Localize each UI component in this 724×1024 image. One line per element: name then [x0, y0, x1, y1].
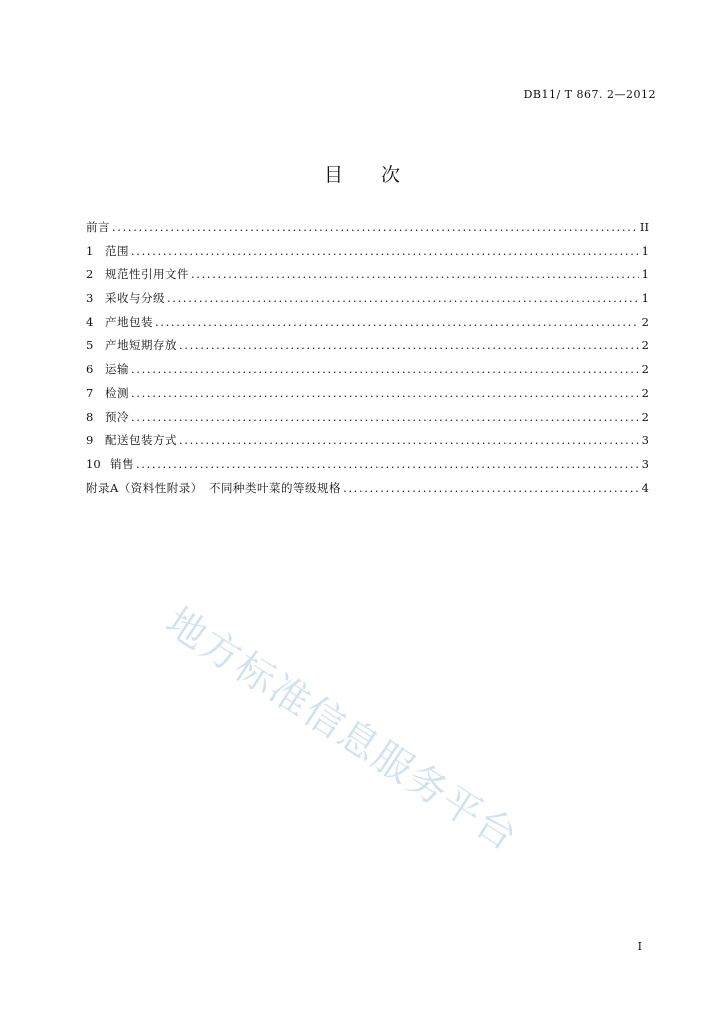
- toc-entry-text: 产地包装: [105, 314, 153, 329]
- toc-entry-number: 6: [86, 362, 94, 377]
- toc-entry-8[interactable]: [86, 409, 649, 433]
- toc-entry-page: 2: [641, 362, 649, 377]
- toc-leader: [191, 267, 639, 281]
- title-part-2: 次: [381, 164, 401, 186]
- toc-entry-9[interactable]: [86, 432, 649, 456]
- toc-entry-text: 运输: [105, 362, 129, 377]
- toc-entry-number: 7: [86, 385, 94, 400]
- toc-leader: [179, 338, 639, 352]
- toc-entry-10[interactable]: [86, 456, 649, 480]
- toc-entry-page: 3: [641, 456, 649, 471]
- toc-entry-4[interactable]: [86, 314, 649, 338]
- toc-entry-text: 销售: [110, 456, 134, 471]
- toc-entry-3[interactable]: [86, 290, 649, 314]
- toc-entry-page: 1: [641, 291, 649, 306]
- toc-leader: [131, 410, 639, 424]
- title-part-1: 目: [323, 164, 343, 186]
- toc-entry-page: 3: [641, 433, 649, 448]
- toc-entry-number: 8: [86, 409, 94, 424]
- toc-entry-appendix-a[interactable]: [86, 480, 649, 504]
- page-title: [0, 160, 724, 187]
- watermark: 地方标准信息服务平台: [157, 599, 526, 861]
- toc-entry-6[interactable]: [86, 361, 649, 385]
- toc-entry-number: 1: [86, 243, 94, 258]
- toc-entry-page: 2: [641, 385, 649, 400]
- toc-entry-text: 范围: [105, 243, 129, 258]
- table-of-contents: [86, 219, 649, 503]
- toc-entry-page: 2: [641, 314, 649, 329]
- toc-leader: [131, 244, 639, 258]
- toc-entry-text: 产地短期存放: [105, 338, 177, 353]
- toc-entry-number: 2: [86, 267, 94, 282]
- toc-entry-number: 4: [86, 314, 94, 329]
- toc-leader: [112, 220, 638, 234]
- toc-leader: [131, 386, 639, 400]
- toc-entry-number: 10: [86, 456, 101, 471]
- toc-entry-5[interactable]: [86, 337, 649, 361]
- toc-leader: [167, 291, 639, 305]
- toc-entry-page: II: [639, 220, 649, 234]
- toc-entry-text: 规范性引用文件: [105, 267, 189, 282]
- toc-leader: [136, 457, 639, 471]
- toc-entry-page: 1: [641, 243, 649, 258]
- toc-entry-text: 前言: [86, 220, 110, 234]
- toc-entry-number: 5: [86, 338, 94, 353]
- toc-entry-text: 采收与分级: [105, 291, 165, 306]
- toc-entry-text: 检测: [105, 385, 129, 400]
- toc-leader: [179, 433, 639, 447]
- toc-leader: [131, 362, 639, 376]
- toc-entry-1[interactable]: [86, 243, 649, 267]
- toc-entry-number: 3: [86, 291, 94, 306]
- standard-number: DB11/ T 867. 2—2012: [523, 88, 656, 101]
- toc-entry-2[interactable]: [86, 266, 649, 290]
- toc-entry-foreword[interactable]: [86, 219, 649, 243]
- toc-entry-page: 2: [641, 338, 649, 353]
- toc-entry-text: 预冷: [105, 409, 129, 424]
- toc-entry-page: 1: [641, 267, 649, 282]
- page-number: I: [637, 940, 642, 953]
- toc-entry-text: 配送包装方式: [105, 433, 177, 448]
- toc-entry-page: 4: [641, 480, 649, 495]
- toc-entry-7[interactable]: [86, 385, 649, 409]
- toc-entry-page: 2: [641, 409, 649, 424]
- toc-leader: [155, 315, 639, 329]
- toc-leader: [343, 481, 639, 495]
- toc-entry-text: 附录A（资料性附录） 不同种类叶菜的等级规格: [86, 480, 342, 495]
- toc-entry-number: 9: [86, 433, 94, 448]
